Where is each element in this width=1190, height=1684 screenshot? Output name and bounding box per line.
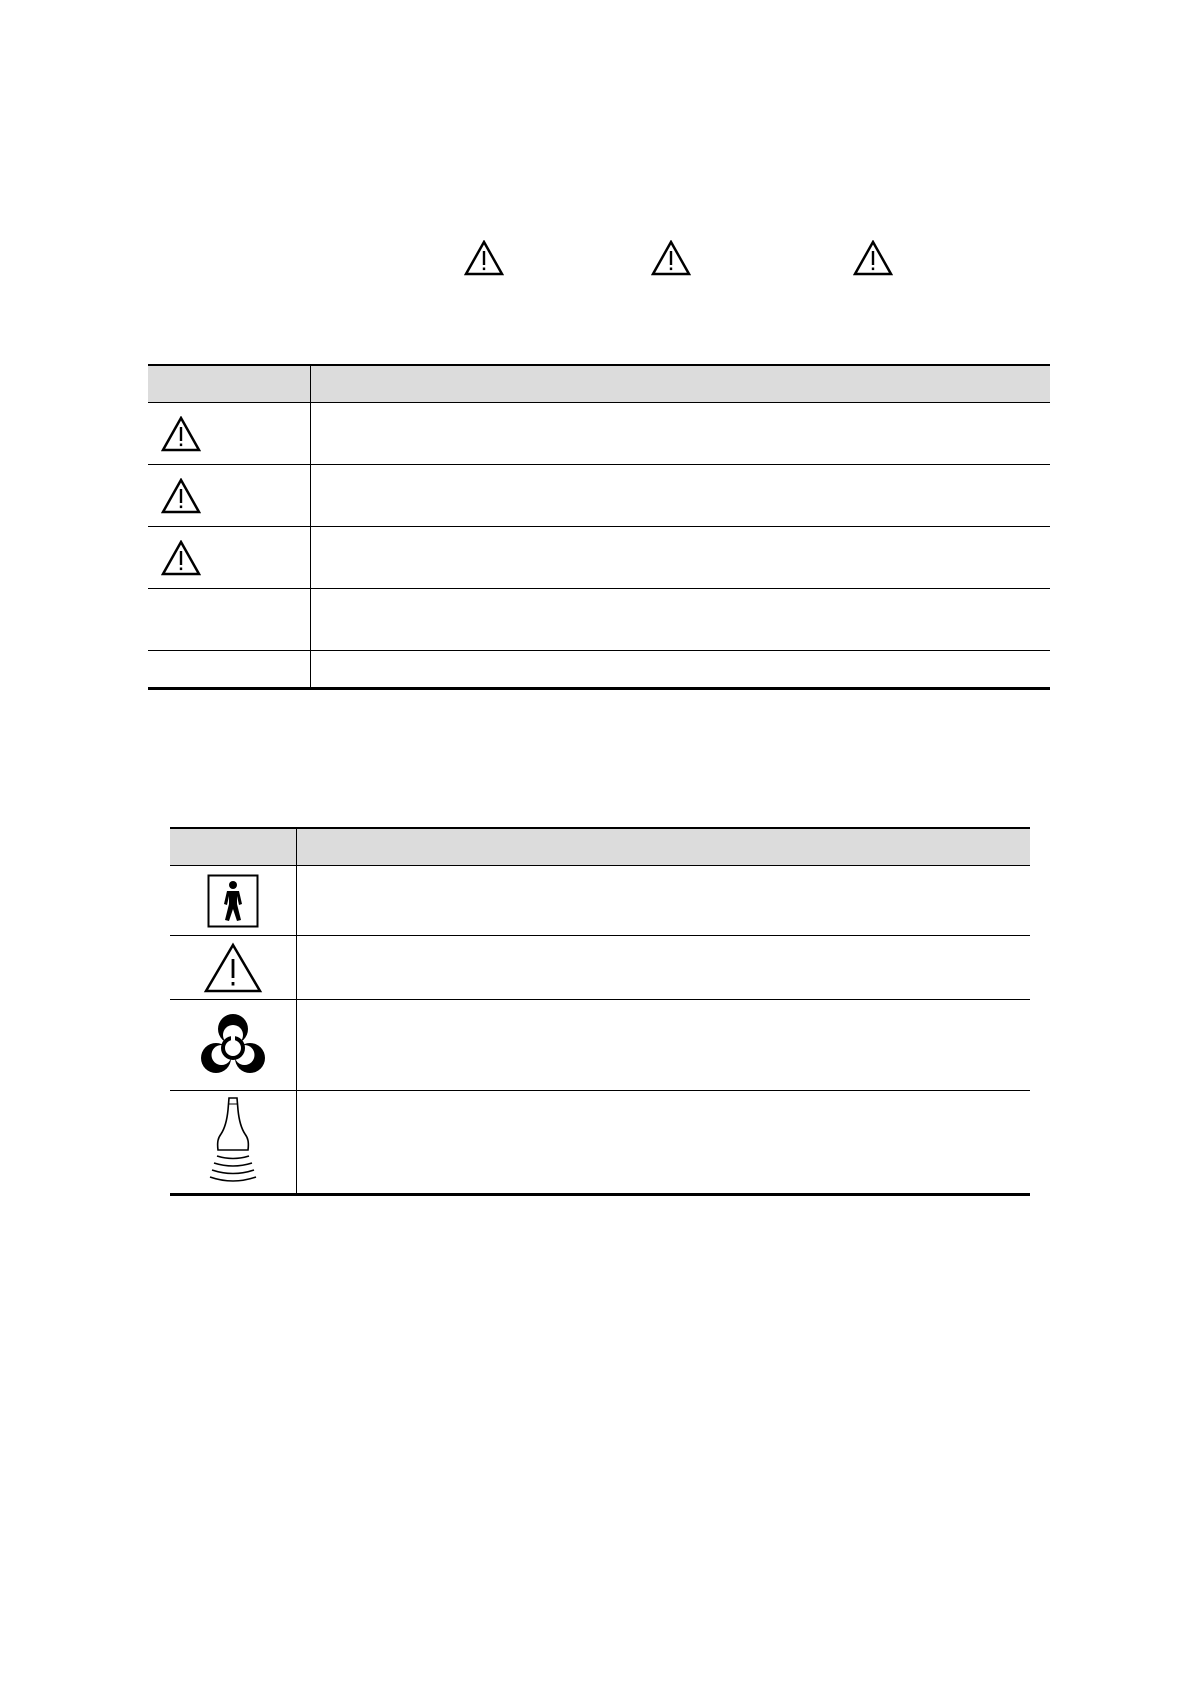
warning-triangle-icon <box>651 240 691 276</box>
table-row <box>148 651 1050 689</box>
symbol-cell <box>148 465 310 527</box>
ultrasound-probe-icon <box>203 1094 263 1190</box>
warning-triangle-icon <box>161 478 201 514</box>
biohazard-icon <box>196 1009 270 1081</box>
warning-triangle-icon <box>203 942 263 994</box>
signal-word-table <box>148 364 1050 690</box>
type-bf-applied-part-icon <box>207 874 259 928</box>
table-row <box>148 403 1050 465</box>
symbol-cell <box>170 1091 296 1195</box>
meaning-cell <box>296 1000 1030 1091</box>
symbol-cell <box>170 866 296 936</box>
table-row <box>148 589 1050 651</box>
symbol-cell <box>148 651 310 689</box>
table-row <box>148 465 1050 527</box>
symbol-cell <box>148 589 310 651</box>
warning-triangle-icon <box>464 240 504 276</box>
table-row <box>148 527 1050 589</box>
symbol-cell <box>148 527 310 589</box>
header-symbol <box>170 828 296 866</box>
meaning-cell <box>296 866 1030 936</box>
warning-triangle-icon <box>853 240 893 276</box>
intro-warning-icons <box>0 240 1190 280</box>
symbol-cell <box>170 936 296 1000</box>
meaning-cell <box>310 589 1050 651</box>
meaning-cell <box>296 936 1030 1000</box>
table-row <box>170 1091 1030 1195</box>
table-header-row <box>170 828 1030 866</box>
meaning-cell <box>310 403 1050 465</box>
warning-triangle-icon <box>161 540 201 576</box>
symbol-cell <box>148 403 310 465</box>
symbol-table <box>170 827 1030 1196</box>
header-symbol <box>148 365 310 403</box>
table-row <box>170 1000 1030 1091</box>
meaning-cell <box>310 527 1050 589</box>
symbol-cell <box>170 1000 296 1091</box>
table-row <box>170 936 1030 1000</box>
warning-triangle-icon <box>161 416 201 452</box>
header-meaning <box>310 365 1050 403</box>
meaning-cell <box>310 651 1050 689</box>
header-meaning <box>296 828 1030 866</box>
table-row <box>170 866 1030 936</box>
meaning-cell <box>310 465 1050 527</box>
table-header-row <box>148 365 1050 403</box>
meaning-cell <box>296 1091 1030 1195</box>
